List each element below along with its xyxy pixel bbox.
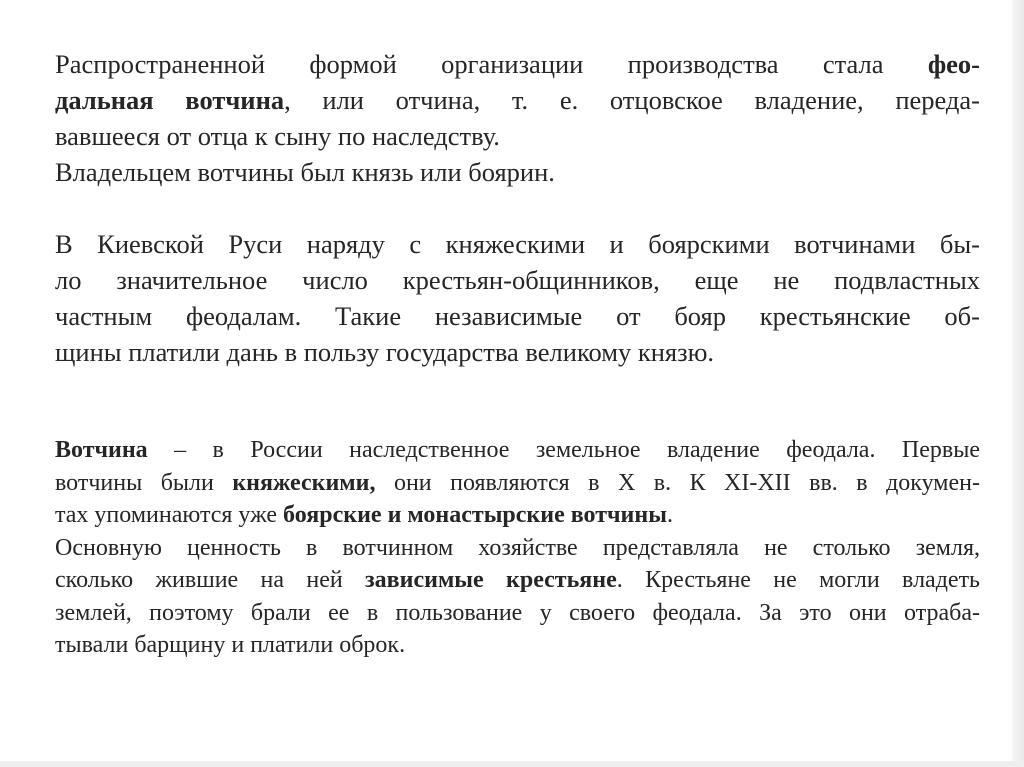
text-block-top xyxy=(55,46,980,370)
bold-term: фео- xyxy=(927,49,980,79)
paragraph-gap xyxy=(55,190,980,226)
paragraph-line: вавшееся от отца к сыну по наследству. xyxy=(55,121,500,151)
paragraph-line: Владельцем вотчины был князь или боярин. xyxy=(55,157,555,187)
bold-term: зависимые крестьяне xyxy=(365,567,617,593)
text-block-definition xyxy=(55,434,980,662)
bold-term: Вотчина xyxy=(55,437,148,463)
paragraph-line: Вотчина – в России наследственное земельное владение феодала. Первые xyxy=(55,437,980,463)
bold-term: боярские и монастырские вотчины xyxy=(283,502,667,528)
paragraph-line: тывали барщину и платили оброк. xyxy=(55,632,406,658)
paragraph-line: частным феодалам. Такие независимые от бояр крестьянские об- xyxy=(55,301,980,331)
paragraph-line: дальная вотчина, или отчина, т. е. отцовское владение, переда- xyxy=(55,85,980,115)
paragraph-line: ло значительное число крестьян-общинников, еще не подвластных xyxy=(55,265,980,295)
slide-frame-bottom xyxy=(0,761,1024,767)
bold-term: княжескими, xyxy=(232,469,376,496)
paragraph-line: сколько жившие на ней зависимые крестьяне. Крестьяне не могли владеть xyxy=(55,567,980,593)
slide-frame-right xyxy=(1012,0,1024,767)
bold-term: дальная вотчина xyxy=(55,85,285,115)
paragraph-line: вотчины были княжескими, они появляются в Х в. К XI-XII вв. в докумен- xyxy=(55,469,980,496)
paragraph-line: В Киевской Руси наряду с княжескими и боярскими вотчинами бы- xyxy=(55,229,980,259)
paragraph-line: землей, поэтому брали ее в пользование у своего феодала. За это они отраба- xyxy=(55,599,980,626)
paragraph-line: Распространенной формой организации производства стала фео- xyxy=(55,49,980,79)
paragraph-line: Основную ценность в вотчинном хозяйстве представляла не столько земля, xyxy=(55,534,980,561)
paragraph-line: тах упоминаются уже боярские и монастырские вотчины. xyxy=(55,502,673,528)
paragraph-line: щины платили дань в пользу государства великому князю. xyxy=(55,337,715,367)
